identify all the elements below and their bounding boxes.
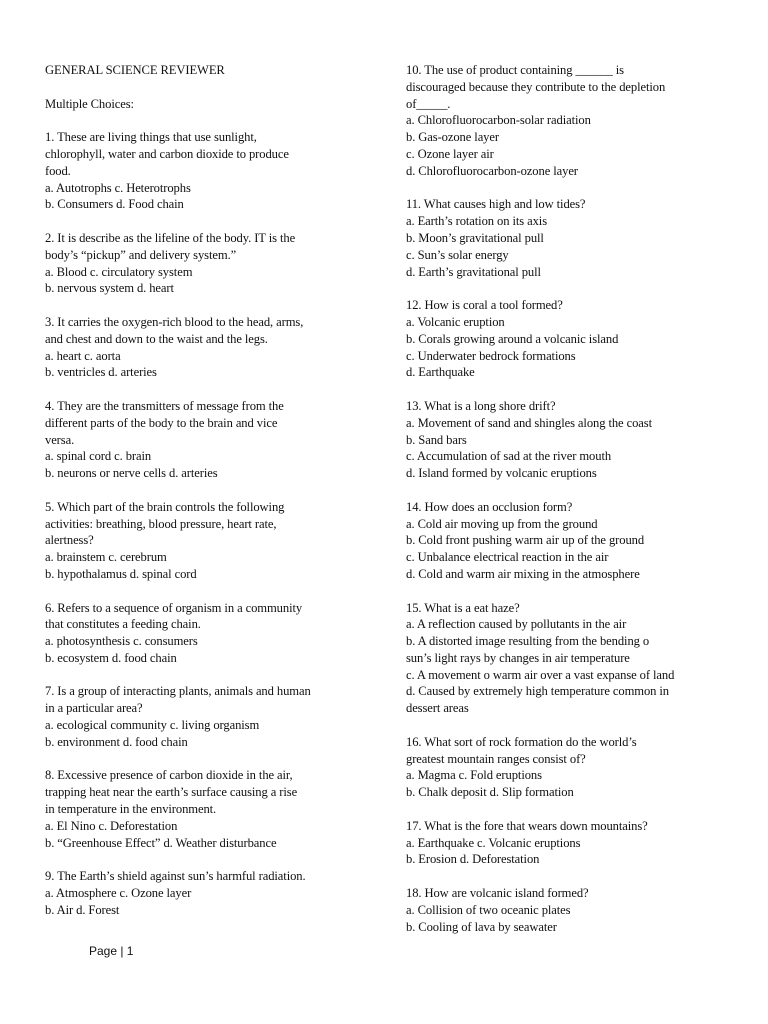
question-text: 10. The use of product containing ______ is bbox=[406, 63, 624, 77]
question-block bbox=[45, 868, 375, 918]
question-line: b. Air d. Forest bbox=[45, 902, 120, 917]
question-line: d. Caused by extremely high temperature common in bbox=[406, 684, 669, 699]
question-block bbox=[406, 398, 736, 482]
question-block bbox=[406, 734, 736, 801]
question-line: a. Atmosphere c. Ozone layer bbox=[45, 886, 192, 901]
question-line: d. Earthquake bbox=[406, 365, 475, 380]
question-line: different parts of the body to the brain and vice bbox=[45, 415, 278, 430]
question-text: 14. How does an occlusion form? bbox=[406, 499, 573, 514]
question-line: trapping heat near the earth’s surface causing a rise bbox=[45, 785, 298, 800]
question-line: in temperature in the environment. bbox=[45, 802, 217, 817]
right-column bbox=[406, 62, 736, 935]
question-line: b. neurons or nerve cells d. arteries bbox=[45, 466, 218, 481]
question-block bbox=[45, 600, 375, 667]
question-text: 12. How is coral a tool formed? bbox=[406, 298, 563, 313]
question-text: 5. Which part of the brain controls the following bbox=[45, 499, 285, 514]
question-line: b. Gas-ozone layer bbox=[406, 130, 499, 145]
question-text: 7. Is a group of interacting plants, animals and human bbox=[45, 684, 311, 699]
question-line: a. A reflection caused by pollutants in the air bbox=[406, 617, 627, 632]
question-line: and chest and down to the waist and the legs. bbox=[45, 331, 268, 346]
question-line: c. Ozone layer air bbox=[406, 146, 494, 161]
question-block bbox=[406, 62, 736, 180]
question-line: b. Sand bars bbox=[406, 432, 467, 447]
question-line: of_____. bbox=[406, 96, 451, 111]
question-line: a. Chlorofluorocarbon-solar radiation bbox=[406, 113, 591, 128]
question-text: 6. Refers to a sequence of organism in a community bbox=[45, 600, 303, 615]
question-line: a. Magma c. Fold eruptions bbox=[406, 768, 542, 783]
question-text: 16. What sort of rock formation do the world’s bbox=[406, 734, 637, 749]
question-text: 3. It carries the oxygen-rich blood to the head, arms, bbox=[45, 314, 304, 329]
question-line: a. Collision of two oceanic plates bbox=[406, 902, 571, 917]
question-line: b. “Greenhouse Effect” d. Weather disturbance bbox=[45, 835, 277, 850]
question-line: in a particular area? bbox=[45, 701, 143, 716]
question-block bbox=[45, 499, 375, 583]
question-line: a. Volcanic eruption bbox=[406, 314, 505, 329]
question-line: b. Corals growing around a volcanic island bbox=[406, 331, 619, 346]
question-block bbox=[45, 398, 375, 482]
question-line: c. Underwater bedrock formations bbox=[406, 348, 576, 363]
question-line: a. brainstem c. cerebrum bbox=[45, 550, 167, 565]
question-text: 18. How are volcanic island formed? bbox=[406, 886, 589, 901]
question-block bbox=[45, 129, 375, 213]
question-line: a. Earthquake c. Volcanic eruptions bbox=[406, 835, 581, 850]
question-line: a. Earth’s rotation on its axis bbox=[406, 214, 548, 229]
question-text: 1. These are living things that use sunlight, bbox=[45, 130, 257, 145]
question-line: b. environment d. food chain bbox=[45, 734, 188, 749]
question-block bbox=[406, 196, 736, 280]
question-text: 15. What is a eat haze? bbox=[406, 600, 520, 615]
section-heading: Multiple Choices: bbox=[45, 96, 134, 111]
question-line: b. ecosystem d. food chain bbox=[45, 650, 177, 665]
question-line: alertness? bbox=[45, 533, 94, 548]
question-line: b. nervous system d. heart bbox=[45, 281, 174, 296]
question-line: body’s “pickup” and delivery system.” bbox=[45, 247, 237, 262]
question-block bbox=[406, 499, 736, 583]
question-line: versa. bbox=[45, 432, 75, 447]
question-line: b. Consumers d. Food chain bbox=[45, 197, 184, 212]
question-block bbox=[45, 767, 375, 851]
question-line: c. A movement o warm air over a vast expanse of land bbox=[406, 667, 675, 682]
question-block bbox=[406, 297, 736, 381]
question-line: a. Autotrophs c. Heterotrophs bbox=[45, 180, 191, 195]
question-line: b. A distorted image resulting from the bending o bbox=[406, 634, 650, 649]
question-line: activities: breathing, blood pressure, heart rate, bbox=[45, 516, 277, 531]
question-block bbox=[406, 600, 736, 718]
question-line: b. Erosion d. Deforestation bbox=[406, 852, 540, 867]
question-line: b. ventricles d. arteries bbox=[45, 365, 157, 380]
question-line: a. spinal cord c. brain bbox=[45, 449, 152, 464]
question-line: a. Movement of sand and shingles along the coast bbox=[406, 415, 652, 430]
question-line: a. heart c. aorta bbox=[45, 348, 121, 363]
question-line: b. hypothalamus d. spinal cord bbox=[45, 566, 197, 581]
question-line: a. ecological community c. living organism bbox=[45, 718, 260, 733]
question-text: 9. The Earth’s shield against sun’s harmful radiation. bbox=[45, 869, 306, 884]
question-line: a. photosynthesis c. consumers bbox=[45, 634, 198, 649]
question-line: that constitutes a feeding chain. bbox=[45, 617, 201, 632]
question-line: b. Moon’s gravitational pull bbox=[406, 230, 544, 245]
question-line: d. Island formed by volcanic eruptions bbox=[406, 466, 597, 481]
question-block bbox=[45, 314, 375, 381]
question-line: discouraged because they contribute to the depletion bbox=[406, 79, 666, 94]
question-line: b. Cold front pushing warm air up of the ground bbox=[406, 533, 645, 548]
question-text: 4. They are the transmitters of message from the bbox=[45, 398, 284, 413]
question-line: food. bbox=[45, 163, 71, 178]
question-line: a. Blood c. circulatory system bbox=[45, 264, 193, 279]
question-block bbox=[406, 885, 736, 935]
question-line: sun’s light rays by changes in air temperature bbox=[406, 650, 630, 665]
question-line: a. El Nino c. Deforestation bbox=[45, 818, 178, 833]
document-title: GENERAL SCIENCE REVIEWER bbox=[45, 63, 225, 77]
question-line: c. Unbalance electrical reaction in the air bbox=[406, 550, 609, 565]
question-block bbox=[45, 683, 375, 750]
question-line: chlorophyll, water and carbon dioxide to produce bbox=[45, 146, 289, 161]
question-line: b. Cooling of lava by seawater bbox=[406, 919, 557, 934]
question-text: 17. What is the fore that wears down mountains? bbox=[406, 818, 648, 833]
question-line: b. Chalk deposit d. Slip formation bbox=[406, 785, 574, 800]
question-line: dessert areas bbox=[406, 701, 469, 716]
question-line: greatest mountain ranges consist of? bbox=[406, 751, 586, 766]
left-column bbox=[45, 62, 375, 919]
question-line: c. Sun’s solar energy bbox=[406, 247, 509, 262]
question-block bbox=[406, 818, 736, 868]
question-line: d. Earth’s gravitational pull bbox=[406, 264, 541, 279]
question-line: d. Chlorofluorocarbon-ozone layer bbox=[406, 163, 578, 178]
question-line: a. Cold air moving up from the ground bbox=[406, 516, 598, 531]
page-number: Page | 1 bbox=[89, 944, 134, 958]
question-text: 8. Excessive presence of carbon dioxide in the air, bbox=[45, 768, 293, 783]
question-text: 2. It is describe as the lifeline of the body. IT is the bbox=[45, 230, 296, 245]
question-text: 13. What is a long shore drift? bbox=[406, 398, 556, 413]
question-line: d. Cold and warm air mixing in the atmosphere bbox=[406, 566, 640, 581]
question-line: c. Accumulation of sad at the river mouth bbox=[406, 449, 612, 464]
question-text: 11. What causes high and low tides? bbox=[406, 197, 586, 212]
question-block bbox=[45, 230, 375, 297]
